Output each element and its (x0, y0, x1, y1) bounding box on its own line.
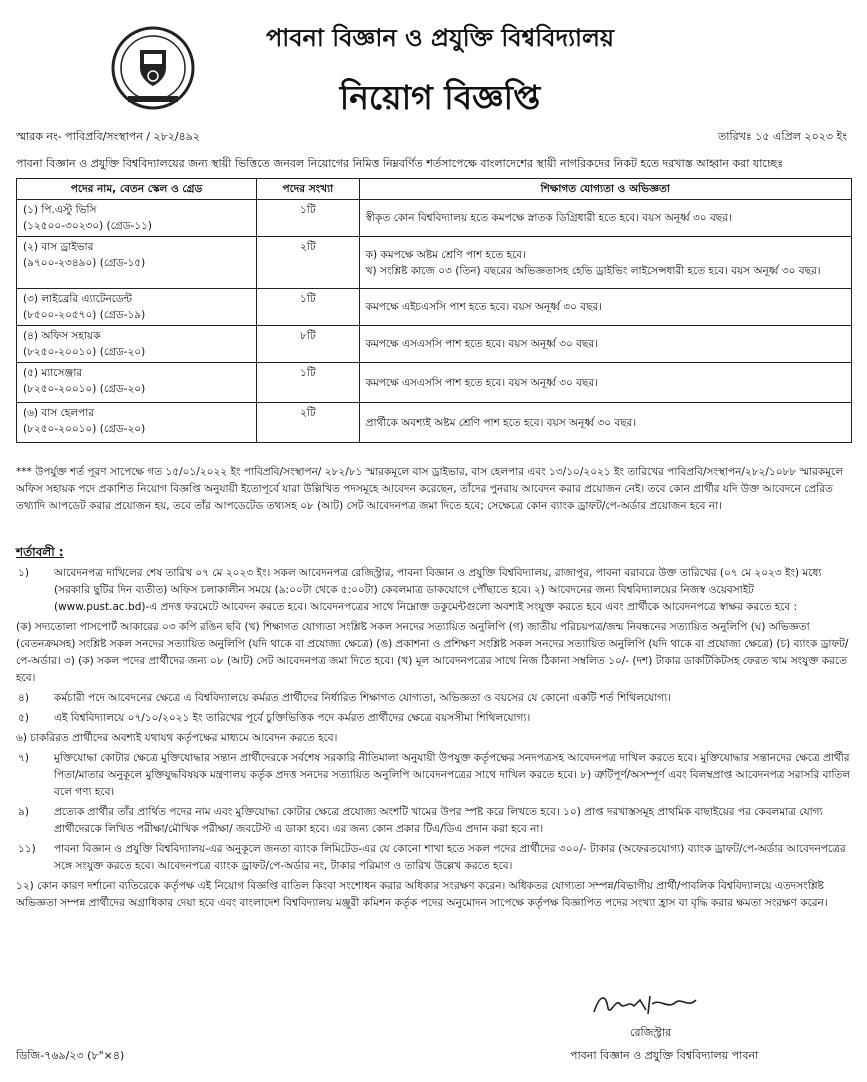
post-qualification: ক) কমপক্ষে অষ্টম শ্রেণি পাশ হতে হবে। খ) সংশ্লিষ্ট কাজে ০৩ (তিন) বছরের অভিজ্ঞতাসহ হেভি ড্রাইভিং লাইসেন্সধারী হতে হবে। বয়স অনূর্ধ্ব ৩০ বছর। (359, 237, 851, 289)
condition-item (16, 878, 852, 912)
post-count: ১টি (257, 200, 360, 237)
condition-item (16, 750, 852, 801)
post-scale: (৮২৫০-২০০১০) (গ্রেড-২০) (23, 346, 146, 358)
post-count: ১টি (257, 289, 360, 326)
post-cell (17, 326, 257, 363)
dg-code: ডিজি-৭৬৯/২৩ (৮"×৪) (16, 1049, 125, 1062)
condition-text: (ক) সদ্যতোলা পাসপোর্ট আকারের ০৩ কপি রঙিন ছবি (খ) শিক্ষাগত যোগ্যতা সংশ্লিষ্ট সকল সনদের সত্যায়িত অনুলিপি (গ) জাতীয় পরিচয়পত্র/জন্ম নিবন্ধনের সত্যায়িত অনুলিপি (ঘ) অভিজ্ঞতা (বেতনক্রমসহ) সংশ্লিষ্ট সকল সনদের সত্যায়িত অনুলিপি (যদি থাকে বা প্রযোজ্য ক্ষেত্রে) (ঙ) প্রকাশনা ও প্রশিক্ষণ সংশ্লিষ্ট সকল সনদের সত্যায়িত অনুলিপি (যদি থাকে বা প্রযোজ্য ক্ষেত্রে) (চ) ব্যাংক ড্রাফট/পে-অর্ডার। ৩) (ক) সকল পদের প্রার্থীদের জন্য ০৮ (আট) সেট আবেদনপত্র জমা দিতে হবে। (খ) মূল আবেদনপত্রের সাথে নিজ ঠিকানা সম্বলিত ১০/- (দশ) টাকার ডাকটিকিটসহ ফেরত খাম সংযুক্ত করতে হবে। (16, 621, 849, 684)
vacancy-table (16, 178, 852, 443)
condition-item (16, 841, 852, 875)
previous-applicants-note: *** উপর্যুক্ত শর্ত পূরণ সাপেক্ষে গত ১৫/০১/২০২২ ইং পাবিপ্রবি/সংস্থাপন/ ২৮২/৮১ স্মারকমূলে বাস ড্রাইভার, বাস হেলপার এবং ১৩/১০/২০২১ ইং তারিখের পাবিপ্রবি/সংস্থাপন/২৮২/১০৮৮ স্মারকমূলে অফিস সহায়ক পদে প্রকাশিত নিয়োগ বিজ্ঞপ্তি অনুযায়ী ইতোপূর্বে যারা উল্লিখিত পদসমূহে আবেদন করেছেন, তাঁদের পুনরায় আবেদন করার প্রয়োজন নেই। তবে কোন প্রার্থীর যদি উক্ত আবেদনে প্রেরিত তথ্যাদি আপডেট করার প্রয়োজন হয়, তবে তাঁর আপডেটেড তথ্যসহ ০৮ (আট) সেট আবেদনপত্র জমা দিতে হবে; সেক্ষেত্রে কোন ব্যাংক ড্রাফট/পে-অর্ডার প্রয়োজন হবে না। (16, 466, 844, 512)
header-count: পদের সংখ্যা (257, 179, 360, 200)
post-name: (৫) ম্যাসেঞ্জার (23, 367, 83, 379)
registrar-organization: পাবনা বিজ্ঞান ও প্রযুক্তি বিশ্ববিদ্যালয় পাবনা (570, 1049, 759, 1062)
memo-number: স্মারক নং- পাবিপ্রবি/সংস্থাপন / ২৮২/৪৯২ (16, 130, 201, 143)
condition-item (16, 565, 852, 616)
post-scale: (৮২৫০-২০০১০) (গ্রেড-২০) (23, 383, 146, 395)
post-name: (১) পি.এস্টু ভিসি (23, 204, 97, 216)
post-name: (৪) অফিস সহায়ক (23, 330, 101, 342)
header-post: পদের নাম, বেতন স্কেল ও গ্রেড (17, 179, 257, 200)
post-cell (17, 363, 257, 403)
university-name: পাবনা বিজ্ঞান ও প্রযুক্তি বিশ্ববিদ্যালয় (265, 23, 615, 52)
post-count: ১টি (257, 363, 360, 403)
condition-number: ৭) (18, 752, 29, 764)
condition-text: প্রত্যেক প্রার্থীর তাঁর প্রার্থিত পদের নাম এবং মুক্তিযোদ্ধা কোটার ক্ষেত্রে প্রযোজ্য অংশটি খামের উপর স্পষ্ট করে লিখতে হবে। ১০) প্রাপ্ত দরখাস্তসমূহ প্রাথমিক বাছাইয়ের পর কেবলমাত্র যোগ্য প্রার্থীদেরকে লিখিত পরীক্ষা/মৌখিক পরীক্ষা/ জবটেস্ট এ ডাকা হবে। এর জন্য কোন প্রকার টিএ/ডিএ প্রদান করা হবে না। (54, 806, 823, 835)
post-qualification: কমপক্ষে এসএসসি পাশ হতে হবে। বয়স অনূর্ধ্ব ৩০ বছর। (359, 363, 851, 403)
conditions-list (16, 565, 852, 915)
condition-item (16, 619, 852, 687)
condition-text: ১২) কোন কারণ দর্শানো ব্যতিরেকে কর্তৃপক্ষ এই নিয়োগ বিজ্ঞপ্তি বাতিল কিংবা সংশোধন করার অধিকার সংরক্ষণ করেন। অধিকতর যোগ্যতা সম্পন্ন/বিভাগীয় প্রার্থী/পাবলিক বিশ্ববিদ্যালয়ে এতদসংশ্লিষ্ট অভিজ্ঞতা সম্পন্ন প্রার্থীদের অগ্রাধিকার দেয়া হবে এবং বাংলাদেশ বিশ্ববিদ্যালয় মঞ্জুরী কমিশন কর্তৃক পদের অনুমোদন সাপেক্ষে কর্তৃপক্ষ বিজ্ঞাপিত পদের সংখ্যা হ্রাস বা বৃদ্ধি করার ক্ষমতা সংরক্ষণ করেন। (16, 880, 828, 909)
post-qualification: কমপক্ষে এসএসসি পাশ হতে হবে। বয়স অনূর্ধ্ব ৩০ বছর। (359, 326, 851, 363)
post-name: (৩) লাইব্রেরি এ্যাটেনডেন্ট (23, 293, 132, 305)
registrar-signature (590, 990, 700, 1020)
conditions-heading: শর্তাবলী : (16, 545, 64, 559)
condition-number: ৪) (18, 692, 29, 704)
post-scale: (৯৭০০-২৩৪৯০) (গ্রেড-১৫) (23, 257, 146, 269)
condition-text: ৬) চাকরিরত প্রার্থীদের অবশ্যই যথাযথ কর্তৃপক্ষের মাধ্যমে আবেদন করতে হবে। (16, 732, 338, 744)
condition-text: কর্মচারী পদে আবেদনের ক্ষেত্রে এ বিশ্ববিদ্যালয়ে কর্মরত প্রার্থীদের নির্ধারিত শিক্ষাগত যোগ্যতা, অভিজ্ঞতা ও বয়সের যে কোনো একটি শর্ত শিথিলযোগ্য। (54, 692, 671, 704)
condition-text: পাবনা বিজ্ঞান ও প্রযুক্তি বিশ্ববিদ্যালয়-এর অনুকূলে জনতা ব্যাংক লিমিটেড-এর যে কোনো শাখা হতে সকল পদের প্রার্থীদের ৩০০/- টাকার (অফেরতযোগ্য) ব্যাংক ড্রাফট/পে-অর্ডার আবেদনপত্রের সঙ্গে সংযুক্ত করতে হবে। আবেদনপত্রে ব্যাংক ড্রাফট/পে-অর্ডার নং, টাকার পরিমাণ ও তারিখ উল্লেখ করতে হবে। (54, 843, 846, 872)
table-row (17, 289, 852, 326)
post-name: (৬) বাস হেলপার (23, 407, 95, 419)
condition-number: ৫) (18, 712, 29, 724)
post-qualification: প্রার্থীকে অবশ্যই অষ্টম শ্রেণি পাশ হতে হবে। বয়স অনূর্ধ্ব ৩০ বছর। (359, 403, 851, 443)
table-row (17, 363, 852, 403)
table-header-row (17, 179, 852, 200)
condition-number: ৯) (18, 806, 29, 818)
condition-item (16, 710, 852, 727)
post-cell (17, 237, 257, 289)
condition-item (16, 804, 852, 838)
condition-text: আবেদনপত্র দাখিলের শেষ তারিখ ০৭ মে ২০২৩ ইং। সকল আবেদনপত্র রেজিস্ট্রার, পাবনা বিজ্ঞান ও প্রযুক্তি বিশ্ববিদ্যালয়, রাজাপুর, পাবনা বরাবরে উক্ত তারিখের (০৭ মে ২০২৩ ইং) মধ্যে (সরকারি ছুটির দিন ব্যতীত) অফিস চলাকালীন সময়ে (৯:০০টা থেকে ৫:০০টা) কেবলমাত্র ডাকযোগে পৌঁছাতে হবে। ২) আবেদনের জন্য বিশ্ববিদ্যালয়ের নিজস্ব ওয়েবসাইট (www.pust.ac.bd)-এ প্রদত্ত ফরমেটে আবেদন করতে হবে। আবেদনপত্রের সাথে নিম্নোক্ত ডকুমেন্টগুলো অবশ্যই সংযুক্ত করতে হবে এবং প্রার্থীকে আবেদনপত্রে স্বাক্ষর করতে হবে : (54, 567, 822, 613)
post-qualification: কমপক্ষে এইচএসসি পাশ হতে হবে। বয়স অনূর্ধ্ব ৩০ বছর। (359, 289, 851, 326)
condition-text: মুক্তিযোদ্ধা কোটার ক্ষেত্রে মুক্তিযোদ্ধার সন্তান প্রার্থীদেরকে সর্বশেষ সরকারি নীতিমালা অনুযায়ী উপযুক্ত কর্তৃপক্ষের সনদপত্রসহ আবেদনপত্র দাখিল করতে হবে। মুক্তিযোদ্ধার সন্তানদের ক্ষেত্রে প্রার্থীর পিতা/মাতার অনুকূলে মুক্তিযুদ্ধবিষয়ক মন্ত্রণালয় কর্তৃক প্রদত্ত সনদের সত্যায়িত অনুলিপি আবেদনপত্রের সাথে দাখিল করতে হবে। ৮) ত্রুটিপূর্ণ/অসম্পূর্ণ এবং বিলম্বপ্রাপ্ত আবেদনপত্র সরাসরি বাতিল বলে গণ্য হবে। (54, 752, 851, 798)
condition-item (16, 690, 852, 707)
post-count: ২টি (257, 237, 360, 289)
post-scale: (১২৫০০-৩০২৩০) (গ্রেড-১১) (23, 220, 153, 232)
header-qualification: শিক্ষাগত যোগ্যতা ও অভিজ্ঞতা (359, 179, 851, 200)
post-count: ২টি (257, 403, 360, 443)
post-qualification: স্বীকৃত কোন বিশ্ববিদ্যালয় হতে কমপক্ষে স্নাতক ডিগ্রিধারী হতে হবে। বয়স অনূর্ধ্ব ৩০ বছর। (359, 200, 851, 237)
condition-number: ১১) (18, 843, 36, 855)
condition-text: এই বিশ্ববিদ্যালয়ে ০৭/১০/২০২১ ইং তারিখের পূর্বে চুক্তিভিত্তিক পদে কর্মরত প্রার্থীদের ক্ষেত্রে বয়সসীমা শিথিলযোগ্য। (54, 712, 531, 724)
university-logo-icon (110, 22, 196, 114)
post-scale: (৮২৫০-২০০১০) (গ্রেড-২০) (23, 423, 146, 435)
notice-date: তারিখঃ ১৫ এপ্রিল ২০২৩ ইং (718, 130, 847, 143)
notice-title: নিয়োগ বিজ্ঞপ্তি (339, 78, 541, 117)
condition-number: ১) (18, 567, 29, 579)
post-name: (২) বাস ড্রাইভার (23, 241, 94, 253)
table-row (17, 326, 852, 363)
post-scale: (৮৫০০-২০৫৭০) (গ্রেড-১৯) (23, 309, 146, 321)
intro-text: পাবনা বিজ্ঞান ও প্রযুক্তি বিশ্ববিদ্যালয়ের জন্য স্থায়ী ভিত্তিতে জনবল নিয়োগের নিমিত্ত নিম্নবর্ণিত শর্তসাপেক্ষে বাংলাদেশের স্থায়ী নাগরিকদের নিকট হতে দরখাস্ত আহ্বান করা যাচ্ছেঃ (16, 157, 784, 170)
post-cell (17, 403, 257, 443)
post-count: ৮টি (257, 326, 360, 363)
condition-item (16, 730, 852, 747)
post-cell (17, 200, 257, 237)
table-row (17, 237, 852, 289)
registrar-title: রেজিস্ট্রার (630, 1026, 672, 1039)
post-cell (17, 289, 257, 326)
table-row (17, 403, 852, 443)
table-row (17, 200, 852, 237)
